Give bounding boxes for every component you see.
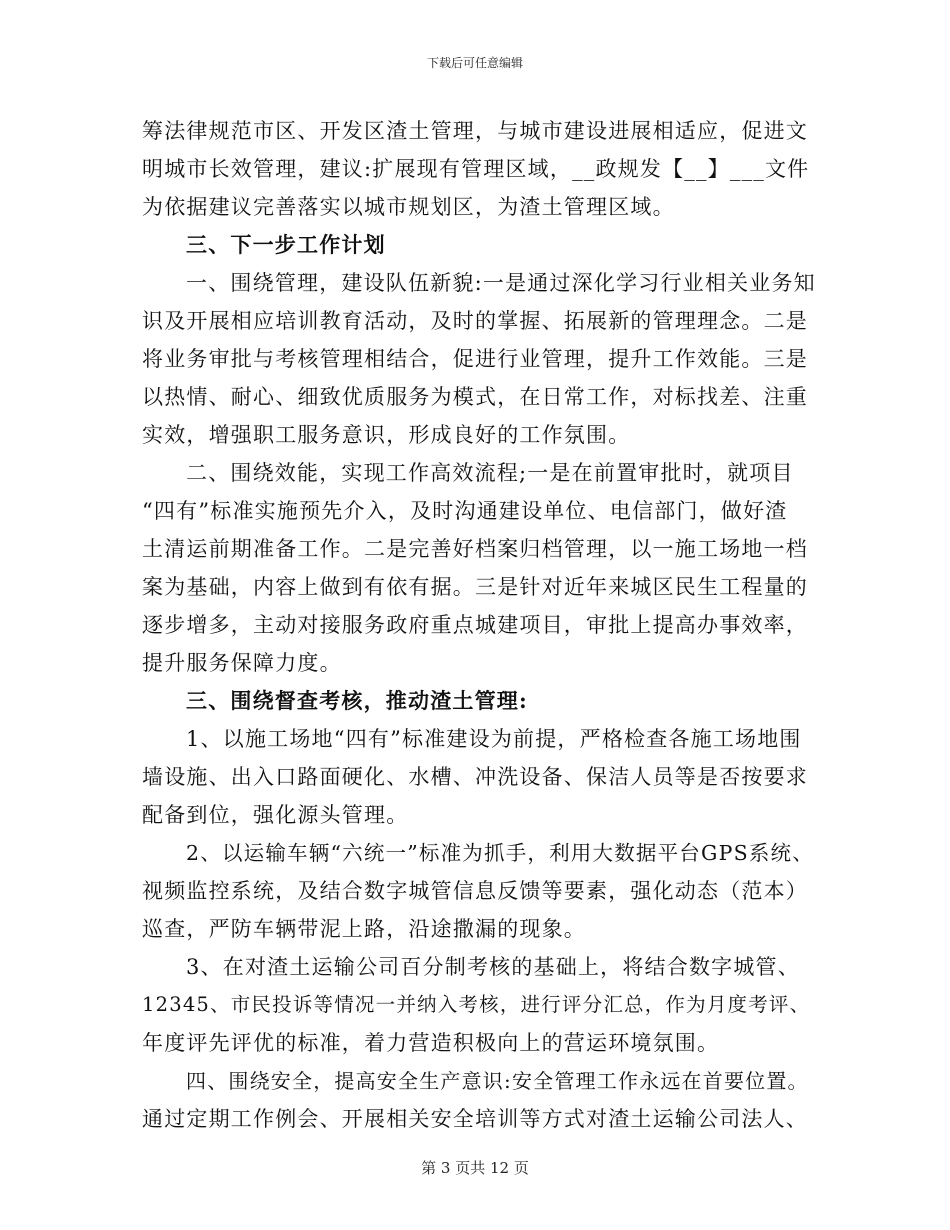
text-line: 筹法律规范市区、开发区渣土管理，与城市建设进展相适应，促进文 — [142, 119, 808, 143]
section-heading: 三、围绕督查考核，推动渣土管理: — [186, 688, 528, 713]
text-line: 以热情、耐心、细致优质服务为模式，在日常工作，对标找差、注重 — [142, 385, 808, 409]
text-line: 将业务审批与考核管理相结合，促进行业管理，提升工作效能。三是 — [142, 347, 808, 371]
page-header: 下载后可任意编辑 — [426, 56, 523, 70]
text-line: “四有”标准实施预先介入，及时沟通建设单位、电信部门，做好渣 — [142, 499, 788, 523]
text-line: 巡查，严防车辆带泥上路，沿途撒漏的现象。 — [142, 917, 586, 941]
text-line: 3、在对渣土运输公司百分制考核的基础上，将结合数字城管、 — [186, 955, 800, 979]
text-line: 案为基础，内容上做到有依有据。三是针对近年来城区民生工程量的 — [142, 575, 808, 599]
text-line: 2、以运输车辆“六统一”标准为抓手，利用大数据平台GPS系统、 — [186, 841, 814, 865]
document-body — [142, 112, 822, 1138]
text-line: 12345、市民投诉等情况一并纳入考核，进行评分汇总，作为月度考评、 — [142, 993, 811, 1016]
text-line: 土清运前期准备工作。二是完善好档案归档管理，以一施工场地一档 — [142, 537, 808, 561]
text-line: 一、围绕管理，建设队伍新貌:一是通过深化学习行业相关业务知 — [186, 271, 816, 295]
text-line: 四、围绕安全，提高安全生产意识:安全管理工作永远在首要位置。 — [186, 1069, 809, 1093]
text-line: 通过定期工作例会、开展相关安全培训等方式对渣土运输公司法人、 — [142, 1107, 808, 1131]
text-line: 配备到位，强化源头管理。 — [142, 803, 409, 827]
text-line: 明城市长效管理，建议:扩展现有管理区域，__政规发【__】___文件 — [142, 157, 810, 181]
text-line: 识及开展相应培训教育活动，及时的掌握、拓展新的管理理念。二是 — [142, 309, 808, 333]
text-line: 年度评先评优的标准，着力营造积极向上的营运环境氛围。 — [142, 1031, 720, 1055]
section-heading: 三、下一步工作计划 — [186, 232, 386, 257]
text-line: 提升服务保障力度。 — [142, 651, 342, 675]
text-line: 为依据建议完善落实以城市规划区，为渣土管理区域。 — [142, 195, 675, 219]
text-line: 二、围绕效能，实现工作高效流程;一是在前置审批时，就项目 — [186, 461, 794, 485]
text-line: 实效，增强职工服务意识，形成良好的工作氛围。 — [142, 423, 631, 447]
text-line: 1、以施工场地“四有”标准建设为前提，严格检查各施工场地围 — [186, 727, 802, 751]
text-line: 视频监控系统，及结合数字城管信息反馈等要素，强化动态（范本） — [142, 879, 808, 903]
text-line: 逐步增多，主动对接服务政府重点城建项目，审批上提高办事效率， — [142, 613, 808, 637]
text-line: 墙设施、出入口路面硬化、水槽、冲洗设备、保洁人员等是否按要求 — [142, 765, 808, 789]
page-footer: 第 3 页共 12 页 — [421, 1159, 529, 1177]
